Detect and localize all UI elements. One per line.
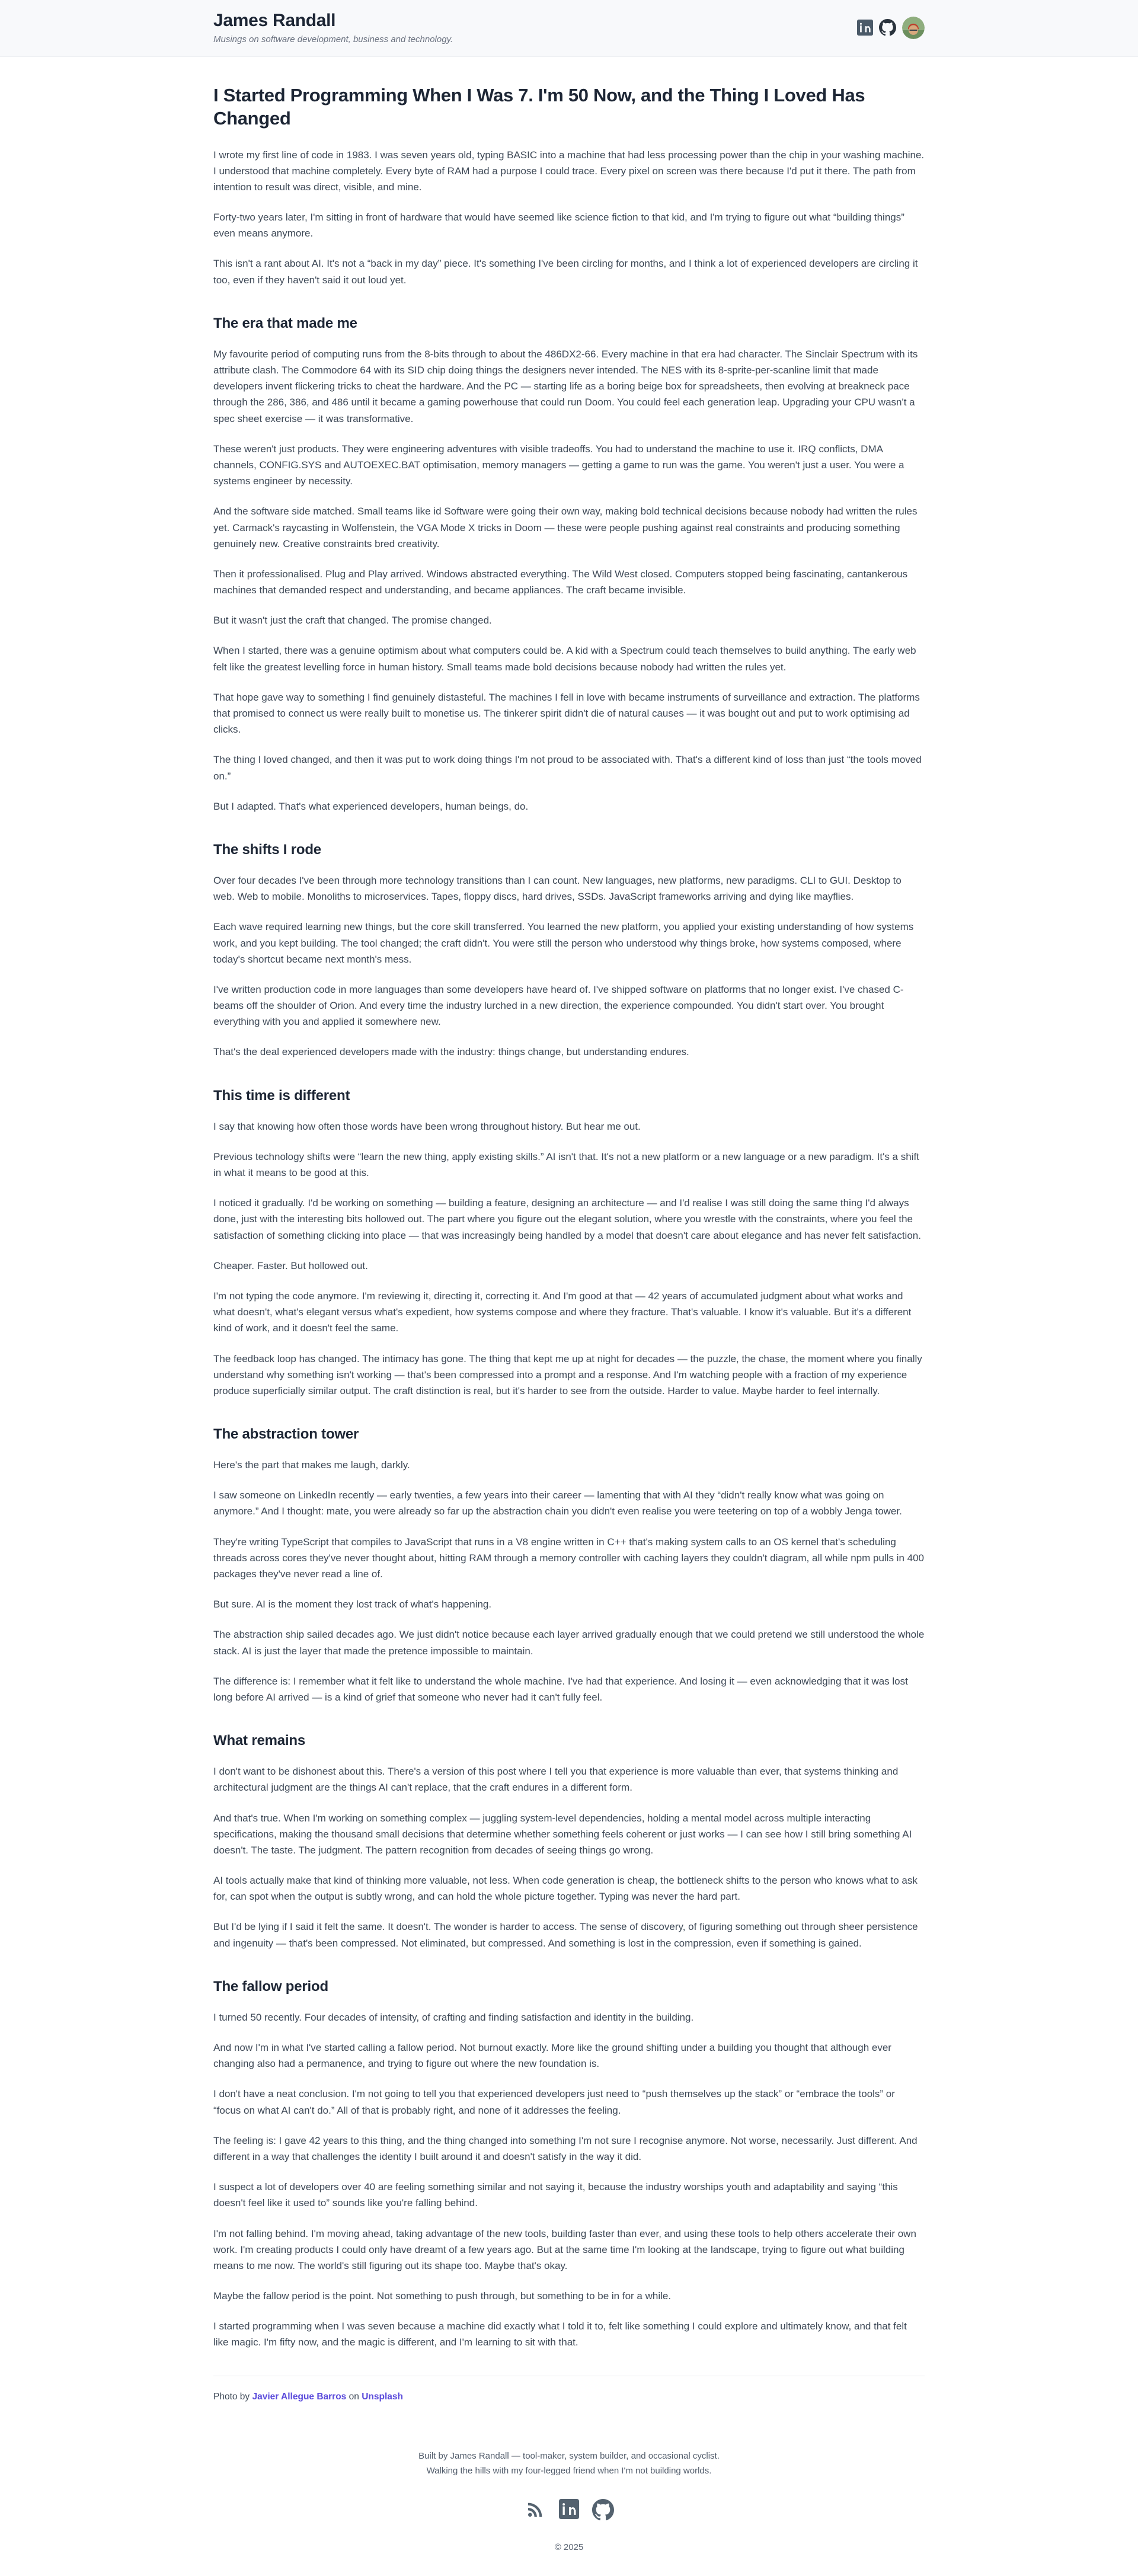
paragraph: Forty-two years later, I'm sitting in front of hardware that would have seemed like science fiction to that kid, and I'm trying to figure out what “building things” even means anymore. bbox=[213, 212, 904, 239]
section-heading-what-remains: What remains bbox=[213, 1733, 305, 1749]
paragraph: But I adapted. That's what experienced developers, human beings, do. bbox=[213, 800, 529, 812]
article-body bbox=[213, 147, 925, 2351]
github-link[interactable] bbox=[592, 2499, 614, 2521]
unsplash-link[interactable]: Unsplash bbox=[362, 2391, 403, 2402]
paragraph: When I started, there was a genuine optimism about what computers could be. A kid with a Spectrum could teach themselves to build anything. The early web felt like the greatest levelling force in human history. Small teams made bold decisions because nobody had written the rules yet. bbox=[213, 645, 916, 673]
github-icon bbox=[879, 19, 896, 36]
paragraph: I turned 50 recently. Four decades of intensity, of crafting and finding satisfaction and identity in the building. bbox=[213, 2011, 694, 2023]
paragraph: And that's true. When I'm working on something complex — juggling system-level dependencies, holding a mental model across multiple interacting specifications, making the thousand small decisions that determine whether something feels coherent or just works — I can see how I still bring something AI doesn't. The taste. The judgment. The pattern recognition from decades of seeing things go wrong. bbox=[213, 1812, 912, 1856]
section-heading-the-abstraction-tower: The abstraction tower bbox=[213, 1426, 359, 1443]
paragraph: But I'd be lying if I said it felt the same. It doesn't. The wonder is harder to access. The sense of discovery, of figuring something out through sheer persistence and ingenuity — that's been compressed. Not eliminated, but compressed. And something is lost in the compression, even if something is gained. bbox=[213, 1921, 918, 1949]
photo-author-link[interactable]: Javier Allegue Barros bbox=[252, 2391, 347, 2402]
linkedin-link[interactable] bbox=[559, 2499, 579, 2521]
paragraph: I say that knowing how often those words have been wrong throughout history. But hear me out. bbox=[213, 1120, 641, 1132]
paragraph: Then it professionalised. Plug and Play arrived. Windows abstracted everything. The Wild West closed. Computers stopped being fascinating, cantankerous machines that demanded respect and understanding, and became appliances. The craft became invisible. bbox=[213, 568, 908, 596]
paragraph: I suspect a lot of developers over 40 are feeling something similar and not saying it, because the industry worships youth and adaptability and saying “this doesn't feel like it used to” sounds like you're falling behind. bbox=[213, 2181, 898, 2209]
copyright-notice: © 2025 bbox=[554, 2542, 584, 2552]
paragraph: I'm not falling behind. I'm moving ahead, taking advantage of the new tools, building faster than ever, and using these tools to help others accelerate their own work. I'm creating products I could only have dreamt of a few years ago. But at the same time I'm looking at the landscape, trying to figure out what building means to me now. The world's still figuring out its shape too. Maybe that's okay. bbox=[213, 2227, 916, 2271]
paragraph: I don't want to be dishonest about this. There's a version of this post where I tell you that experience is more valuable than ever, that systems thinking and architectural judgment are the things AI can't replace, that the craft endures in a different form. bbox=[213, 1766, 899, 1794]
paragraph: The abstraction ship sailed decades ago. We just didn't notice because each layer arrived gradually enough that we could pretend we still understood the whole stack. AI is just the layer that made the pretence impossible to maintain. bbox=[213, 1629, 925, 1657]
header-social-links bbox=[857, 17, 925, 39]
github-icon bbox=[592, 2499, 614, 2521]
avatar-photo-icon bbox=[902, 17, 925, 39]
paragraph: These weren't just products. They were engineering adventures with visible tradeoffs. You had to understand the machine to use it. IRQ conflicts, DMA channels, CONFIG.SYS and AUTOEXEC.BAT optimisation, memory managers — getting a game to run was the game. You weren't just a user. You were a systems engineer by necessity. bbox=[213, 443, 904, 487]
paragraph: Cheaper. Faster. But hollowed out. bbox=[213, 1260, 368, 1271]
site-title-link[interactable]: James Randall bbox=[213, 11, 336, 30]
paragraph: I noticed it gradually. I'd be working on something — building a feature, designing an architecture — and I'd realise I was still doing the same thing I'd always done, just with the interesting bits hollowed out. The part where you figure out the elegant solution, where you wrestle with the constraints, where you feel the satisfaction of something clicking into place — that was increasingly being handled by a model that doesn't care about elegance and has never felt satisfaction. bbox=[213, 1197, 921, 1241]
footer-social-links bbox=[213, 2499, 925, 2521]
photo-credit bbox=[213, 2392, 925, 2402]
linkedin-icon bbox=[559, 2499, 579, 2521]
paragraph: My favourite period of computing runs from the 8-bits through to about the 486DX2-66. Every machine in that era had character. The Sinclair Spectrum with its attribute clash. The Commodore 64 with its SID chip doing things the designers never intended. The NES with its 8-sprite-per-scanline limit that made developers invent flickering tricks to cheat the hardware. And the PC — starting life as a boring beige box for spreadsheets, then evolving at breakneck pace through the 286, 386, and 486 until it became a gaming powerhouse that could run Doom. You could feel each generation leap. Upgrading your CPU wasn't a spec sheet exercise — it was transformative. bbox=[213, 348, 918, 424]
photo-credit-connector: on bbox=[349, 2391, 359, 2402]
paragraph: But sure. AI is the moment they lost track of what's happening. bbox=[213, 1599, 492, 1610]
paragraph: But it wasn't just the craft that changed. The promise changed. bbox=[213, 615, 492, 627]
paragraph: I wrote my first line of code in 1983. I was seven years old, typing BASIC into a machine that had less processing power than the chip in your washing machine. I understood that machine completely. Every byte of RAM had a purpose I could trace. Every pixel on screen was there because I'd put it there. The path from intention to result was direct, visible, and mine. bbox=[213, 149, 925, 193]
site-identity bbox=[213, 11, 453, 44]
rss-link[interactable] bbox=[525, 2499, 546, 2521]
linkedin-icon bbox=[857, 20, 873, 36]
paragraph: And now I'm in what I've started calling a fallow period. Not burnout exactly. More like the ground shifting under a building you thought that although ever changing also had a permanence, and trying to figure out where the new foundation is. bbox=[213, 2042, 891, 2070]
paragraph: I started programming when I was seven because a machine did exactly what I told it to, felt like something I could explore and ultimately know, and that felt like magic. I'm fifty now, and the magic is different, and I'm learning to sit with that. bbox=[213, 2321, 907, 2348]
section-heading-the-shifts-i-rode: The shifts I rode bbox=[213, 841, 321, 858]
linkedin-link[interactable] bbox=[857, 20, 873, 36]
avatar[interactable] bbox=[902, 17, 925, 39]
site-tagline: Musings on software development, business and technology. bbox=[213, 34, 453, 44]
paragraph: The feedback loop has changed. The intimacy has gone. The thing that kept me up at night for decades — the puzzle, the chase, the moment where you finally understand why something isn't working — that's been compressed into a prompt and a response. And I'm watching people with a fraction of my experience produce superficially similar output. The craft distinction is real, but it's harder to see from the outside. Harder to value. Maybe harder to feel internally. bbox=[213, 1353, 922, 1396]
paragraph: Here's the part that makes me laugh, darkly. bbox=[213, 1459, 410, 1471]
paragraph: Over four decades I've been through more technology transitions than I can count. New languages, new platforms, new paradigms. CLI to GUI. Desktop to web. Web to mobile. Monoliths to microservices. Tapes, floppy discs, hard drives, SSDs. JavaScript frameworks arriving and dying like mayflies. bbox=[213, 874, 902, 903]
paragraph: That's the deal experienced developers made with the industry: things change, but understanding endures. bbox=[213, 1046, 689, 1058]
paragraph: This isn't a rant about AI. It's not a “back in my day” piece. It's something I've been circling for months, and I think a lot of experienced developers are circling it too, even if they haven't said it out loud yet. bbox=[213, 258, 918, 286]
paragraph: The thing I loved changed, and then it was put to work doing things I'm not proud to be associated with. That's a different kind of loss than just “the tools moved on.” bbox=[213, 754, 922, 782]
paragraph: I've written production code in more languages than some developers have heard of. I've shipped software on platforms that no longer exist. I've chased C-beams off the shoulder of Orion. And every time the industry lurched in a new direction, the experience compounded. You didn't start over. You brought everything with you and applied it somewhere new. bbox=[213, 983, 904, 1028]
section-heading-this-time-is-different: This time is different bbox=[213, 1087, 350, 1104]
paragraph: AI tools actually make that kind of thinking more valuable, not less. When code generation is cheap, the bottleneck shifts to the person who knows what to ask for, can spot when the output is subtly wrong, and can hold the whole picture together. Typing was never the hard part. bbox=[213, 1875, 918, 1903]
paragraph: Each wave required learning new things, but the core skill transferred. You learned the new platform, you applied your existing understanding of how systems work, and you kept building. The tool changed; the craft didn't. You were still the person who understood why things broke, how systems composed, where today's shortcut became next month's mess. bbox=[213, 921, 914, 965]
section-heading-the-fallow-period: The fallow period bbox=[213, 1978, 328, 1995]
site-footer bbox=[213, 2449, 925, 2576]
paragraph: I'm not typing the code anymore. I'm reviewing it, directing it, correcting it. And I'm good at that — 42 years of accumulated judgment about what works and what doesn't, what's elegant versus what's expedient, how systems compose and where they fracture. That's valuable. I know it's valuable. But it's a different kind of work, and it doesn't feel the same. bbox=[213, 1290, 912, 1334]
paragraph: They're writing TypeScript that compiles to JavaScript that runs in a V8 engine written in C++ that's making system calls to an OS kernel that's scheduling threads across cores they've never thought about, hitting RAM through a memory controller with caching layers they couldn't diagram, all while npm pulls in 400 packages they've never read a line of. bbox=[213, 1536, 924, 1580]
paragraph: The difference is: I remember what it felt like to understand the whole machine. I've had that experience. And losing it — even acknowledging that it was lost long before AI arrived — is a kind of grief that someone who never had it can't fully feel. bbox=[213, 1675, 908, 1703]
rss-icon bbox=[525, 2499, 546, 2521]
paragraph: I saw someone on LinkedIn recently — early twenties, a few years into their career — lamenting that with AI they “didn't really know what was going on anymore.” And I thought: mate, you were already so far up the abstraction chain you didn't even realise you were teetering on top of a wobbly Jenga tower. bbox=[213, 1490, 902, 1517]
page-title: I Started Programming When I Was 7. I'm 50 Now, and the Thing I Loved Has Changed bbox=[213, 85, 865, 129]
paragraph: Maybe the fallow period is the point. Not something to push through, but something to be in for a while. bbox=[213, 2290, 672, 2302]
paragraph: I don't have a neat conclusion. I'm not going to tell you that experienced developers just need to “push themselves up the stack” or “embrace the tools” or “focus on what AI can't do.” All of that is probably right, and none of it addresses the feeling. bbox=[213, 2088, 895, 2116]
section-heading-the-era-that-made-me: The era that made me bbox=[213, 315, 357, 331]
footer-byline: Built by James Randall — tool-maker, system builder, and occasional cyclist. bbox=[418, 2450, 720, 2461]
github-link[interactable] bbox=[879, 19, 896, 36]
paragraph: Previous technology shifts were “learn the new thing, apply existing skills.” AI isn't that. It's not a new platform or a new language or a new paradigm. It's a shift in what it means to be good at this. bbox=[213, 1150, 919, 1178]
paragraph: The feeling is: I gave 42 years to this thing, and the thing changed into something I'm not sure I recognise anymore. Not worse, necessarily. Just different. And different in a way that challenges the identity I built around it and doesn't satisfy in the way it did. bbox=[213, 2134, 918, 2162]
site-header bbox=[0, 0, 1138, 57]
paragraph: That hope gave way to something I find genuinely distasteful. The machines I fell in love with became instruments of surveillance and extraction. The platforms that promised to connect us were really built to monetise us. The tinkerer spirit didn't die of natural causes — it was bought out and put to work optimising ad clicks. bbox=[213, 691, 920, 736]
paragraph: And the software side matched. Small teams like id Software were going their own way, making bold technical decisions because nobody had written the rules yet. Carmack's raycasting in Wolfenstein, the VGA Mode X tricks in Doom — these were people pushing against real constraints and producing something genuinely new. Creative constraints bred creativity. bbox=[213, 506, 918, 549]
footer-tagline: Walking the hills with my four-legged friend when I'm not building worlds. bbox=[426, 2466, 712, 2476]
photo-credit-prefix: Photo by bbox=[213, 2391, 250, 2402]
